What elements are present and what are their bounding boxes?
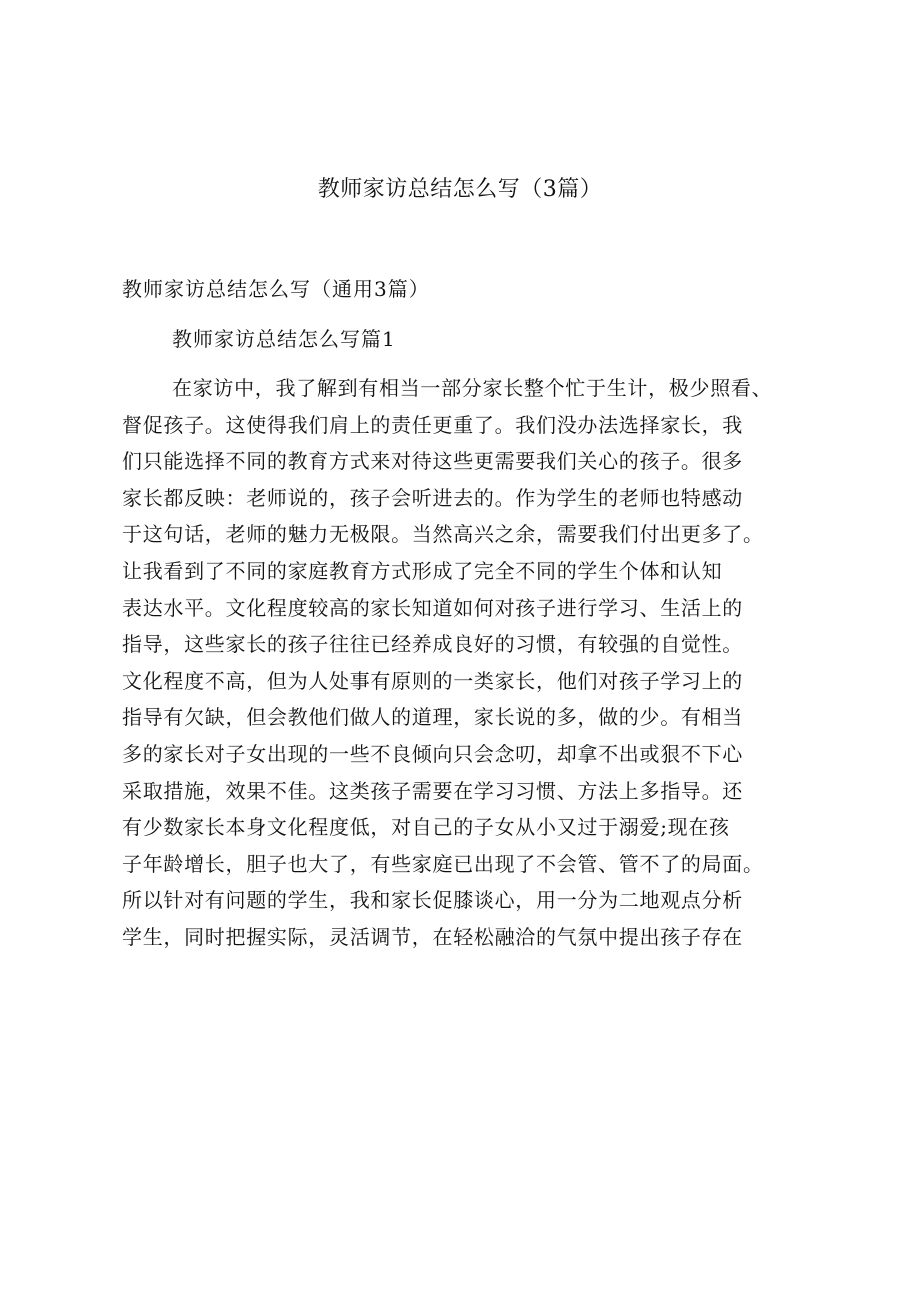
body-line: 学生，同时把握实际，灵活调节，在轻松融洽的气氛中提出孩子存在 <box>122 924 743 949</box>
body-line: 多的家长对子女出现的一些不良倾向只会念叨，却拿不出或狠不下心 <box>122 741 743 766</box>
body-line: 文化程度不高，但为人处事有原则的一类家长，他们对孩子学习上的 <box>122 668 743 693</box>
body-line: 指导，这些家长的孩子往往已经养成良好的习惯，有较强的自觉性。 <box>122 632 743 657</box>
body-line: 让我看到了不同的家庭教育方式形成了完全不同的学生个体和认知 <box>122 558 723 583</box>
body-line: 在家访中，我了解到有相当一部分家长整个忙于生计，极少照看、 <box>172 376 773 400</box>
body-line: 督促孩子。这使得我们肩上的责任更重了。我们没办法选择家长，我 <box>122 412 743 437</box>
body-line: 有少数家长本身文化程度低，对自己的子女从小又过于溺爱;现在孩 <box>122 815 730 840</box>
body-line: 所以针对有问题的学生，我和家长促膝谈心，用一分为二地观点分析 <box>122 888 743 913</box>
body-line: 家长都反映：老师说的，孩子会听进去的。作为学生的老师也特感动 <box>122 485 743 510</box>
section-heading: 教师家访总结怎么写篇1 <box>172 327 396 351</box>
body-line: 子年龄增长，胆子也大了，有些家庭已出现了不会管、管不了的局面。 <box>122 851 764 876</box>
body-line: 们只能选择不同的教育方式来对待这些更需要我们关心的孩子。很多 <box>122 449 743 474</box>
body-line: 于这句话，老师的魅力无极限。当然高兴之余，需要我们付出更多了。 <box>122 522 764 547</box>
body-line: 采取措施，效果不佳。这类孩子需要在学习习惯、方法上多指导。还 <box>122 778 743 803</box>
body-line: 指导有欠缺，但会教他们做人的道理，家长说的多，做的少。有相当 <box>122 705 743 730</box>
body-text <box>122 370 842 956</box>
document-subtitle: 教师家访总结怎么写（通用3篇） <box>122 277 430 301</box>
document-title: 教师家访总结怎么写（3篇） <box>317 177 603 202</box>
body-line: 表达水平。文化程度较高的家长知道如何对孩子进行学习、生活上的 <box>122 595 743 620</box>
